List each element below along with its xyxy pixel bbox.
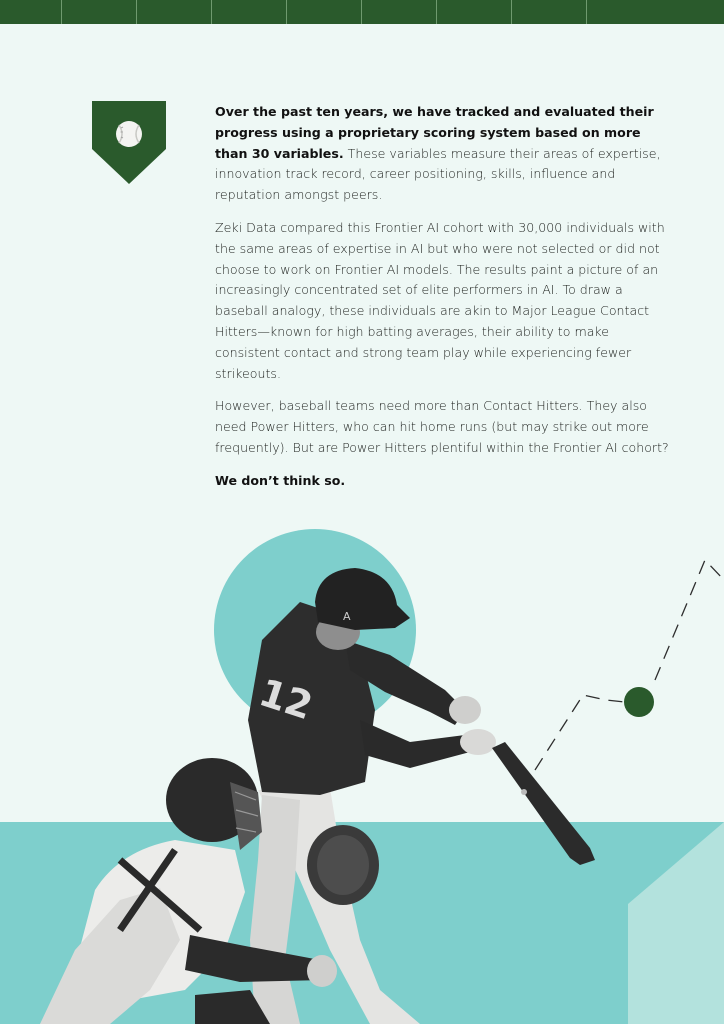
power-hitters-paragraph: However, baseball teams need more than Contact Hitters. They also need Power Hitters, who can hit home runs (but may strike out more frequently). But are Power Hitters plentiful within the Frontier AI cohort? — [215, 398, 669, 455]
intro-bold-text: Over the past ten years, we have tracked and evaluated their progress using a proprietary scoring system based on more than 30 variables. — [215, 104, 654, 161]
helmet-letter: A — [343, 610, 351, 623]
closing-statement: We don’t think so. — [215, 472, 346, 488]
baseball-icon — [116, 121, 142, 147]
banner-divider — [211, 0, 212, 24]
top-banner — [0, 0, 724, 24]
trajectory-line — [535, 560, 724, 770]
baseball-illustration — [0, 520, 724, 1024]
banner-divider — [286, 0, 287, 24]
comparison-paragraph: Zeki Data compared this Frontier AI cohort with 30,000 individuals with the same areas of expertise in AI but who were not selected or did not choose to work on Frontier AI models. The results paint a picture of an increasingly concentrated set of elite performers in AI. To draw a baseball analogy, these individuals are akin to Major League Contact Hitters—known for high batting averages, their ability to make consistent contact and strong team play while experiencing fewer strikeouts. — [215, 219, 665, 381]
intro-text: These variables measure their areas of expertise, innovation track record, career positioning, skills, influence and reputation amongst peers. — [215, 145, 661, 203]
home-plate-badge — [92, 101, 166, 185]
intro-paragraph — [215, 102, 675, 206]
banner-divider — [436, 0, 437, 24]
ball-marker — [624, 687, 654, 717]
jersey-number: 12 — [253, 670, 318, 729]
banner-divider — [511, 0, 512, 24]
banner-divider — [136, 0, 137, 24]
banner-divider — [586, 0, 587, 24]
body-text — [215, 102, 675, 504]
banner-divider — [361, 0, 362, 24]
banner-divider — [61, 0, 62, 24]
